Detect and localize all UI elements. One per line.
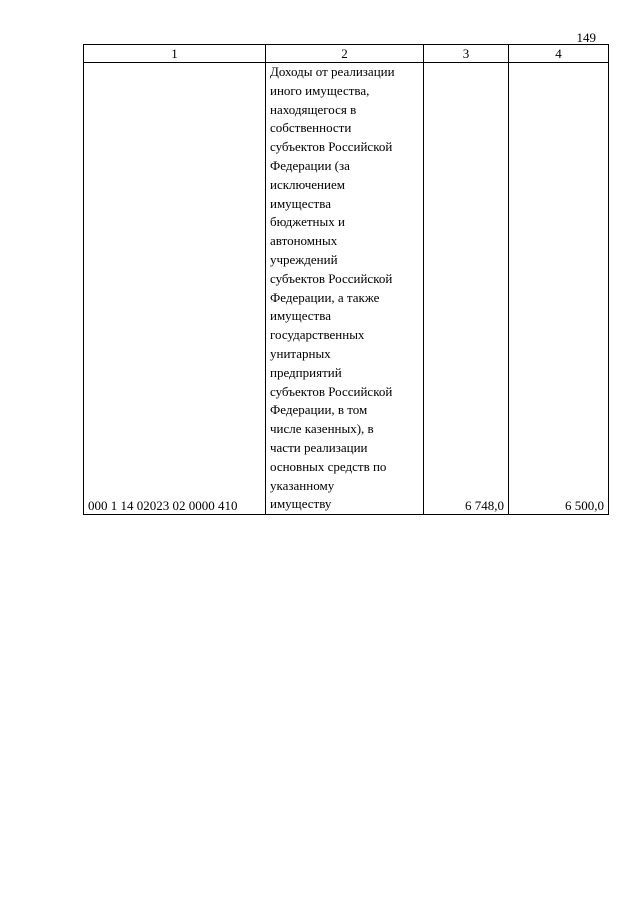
description-line: автономных [270, 233, 338, 249]
budget-table [83, 44, 609, 515]
description-line: иного имущества, [270, 82, 370, 98]
table-row [84, 63, 609, 515]
description-line: субъектов Российской [270, 383, 393, 399]
header-col-1: 1 [84, 45, 266, 63]
description-line: числе казенных), в [270, 421, 374, 437]
description-line: бюджетных и [270, 214, 345, 230]
description-line: имуществу [270, 496, 332, 512]
description-line: основных средств по [270, 458, 387, 474]
value-column-3: 6 748,0 [424, 63, 509, 515]
description-line: предприятий [270, 364, 342, 380]
description-line: собственности [270, 120, 352, 136]
description-line: исключением [270, 176, 345, 192]
description-line: указанному [270, 477, 335, 493]
description-line: субъектов Российской [270, 139, 393, 155]
revenue-description [266, 63, 424, 515]
header-col-2: 2 [266, 45, 424, 63]
description-line: унитарных [270, 345, 331, 361]
page-number: 149 [576, 30, 596, 45]
description-line: имущества [270, 195, 331, 211]
header-col-3: 3 [424, 45, 509, 63]
description-line: имущества [270, 308, 331, 324]
description-line: находящегося в [270, 101, 357, 117]
description-line: Федерации, в том [270, 402, 368, 418]
description-line: части реализации [270, 439, 368, 455]
description-line: Федерации (за [270, 157, 350, 173]
header-col-4: 4 [509, 45, 609, 63]
description-line: учреждений [270, 251, 338, 267]
value-column-4: 6 500,0 [509, 63, 609, 515]
description-line: Федерации, а также [270, 289, 380, 305]
description-line: государственных [270, 327, 365, 343]
budget-code: 000 1 14 02023 02 0000 410 [84, 63, 266, 515]
header-row [84, 45, 609, 63]
description-line: субъектов Российской [270, 270, 393, 286]
description-line: Доходы от реализации [270, 64, 395, 79]
